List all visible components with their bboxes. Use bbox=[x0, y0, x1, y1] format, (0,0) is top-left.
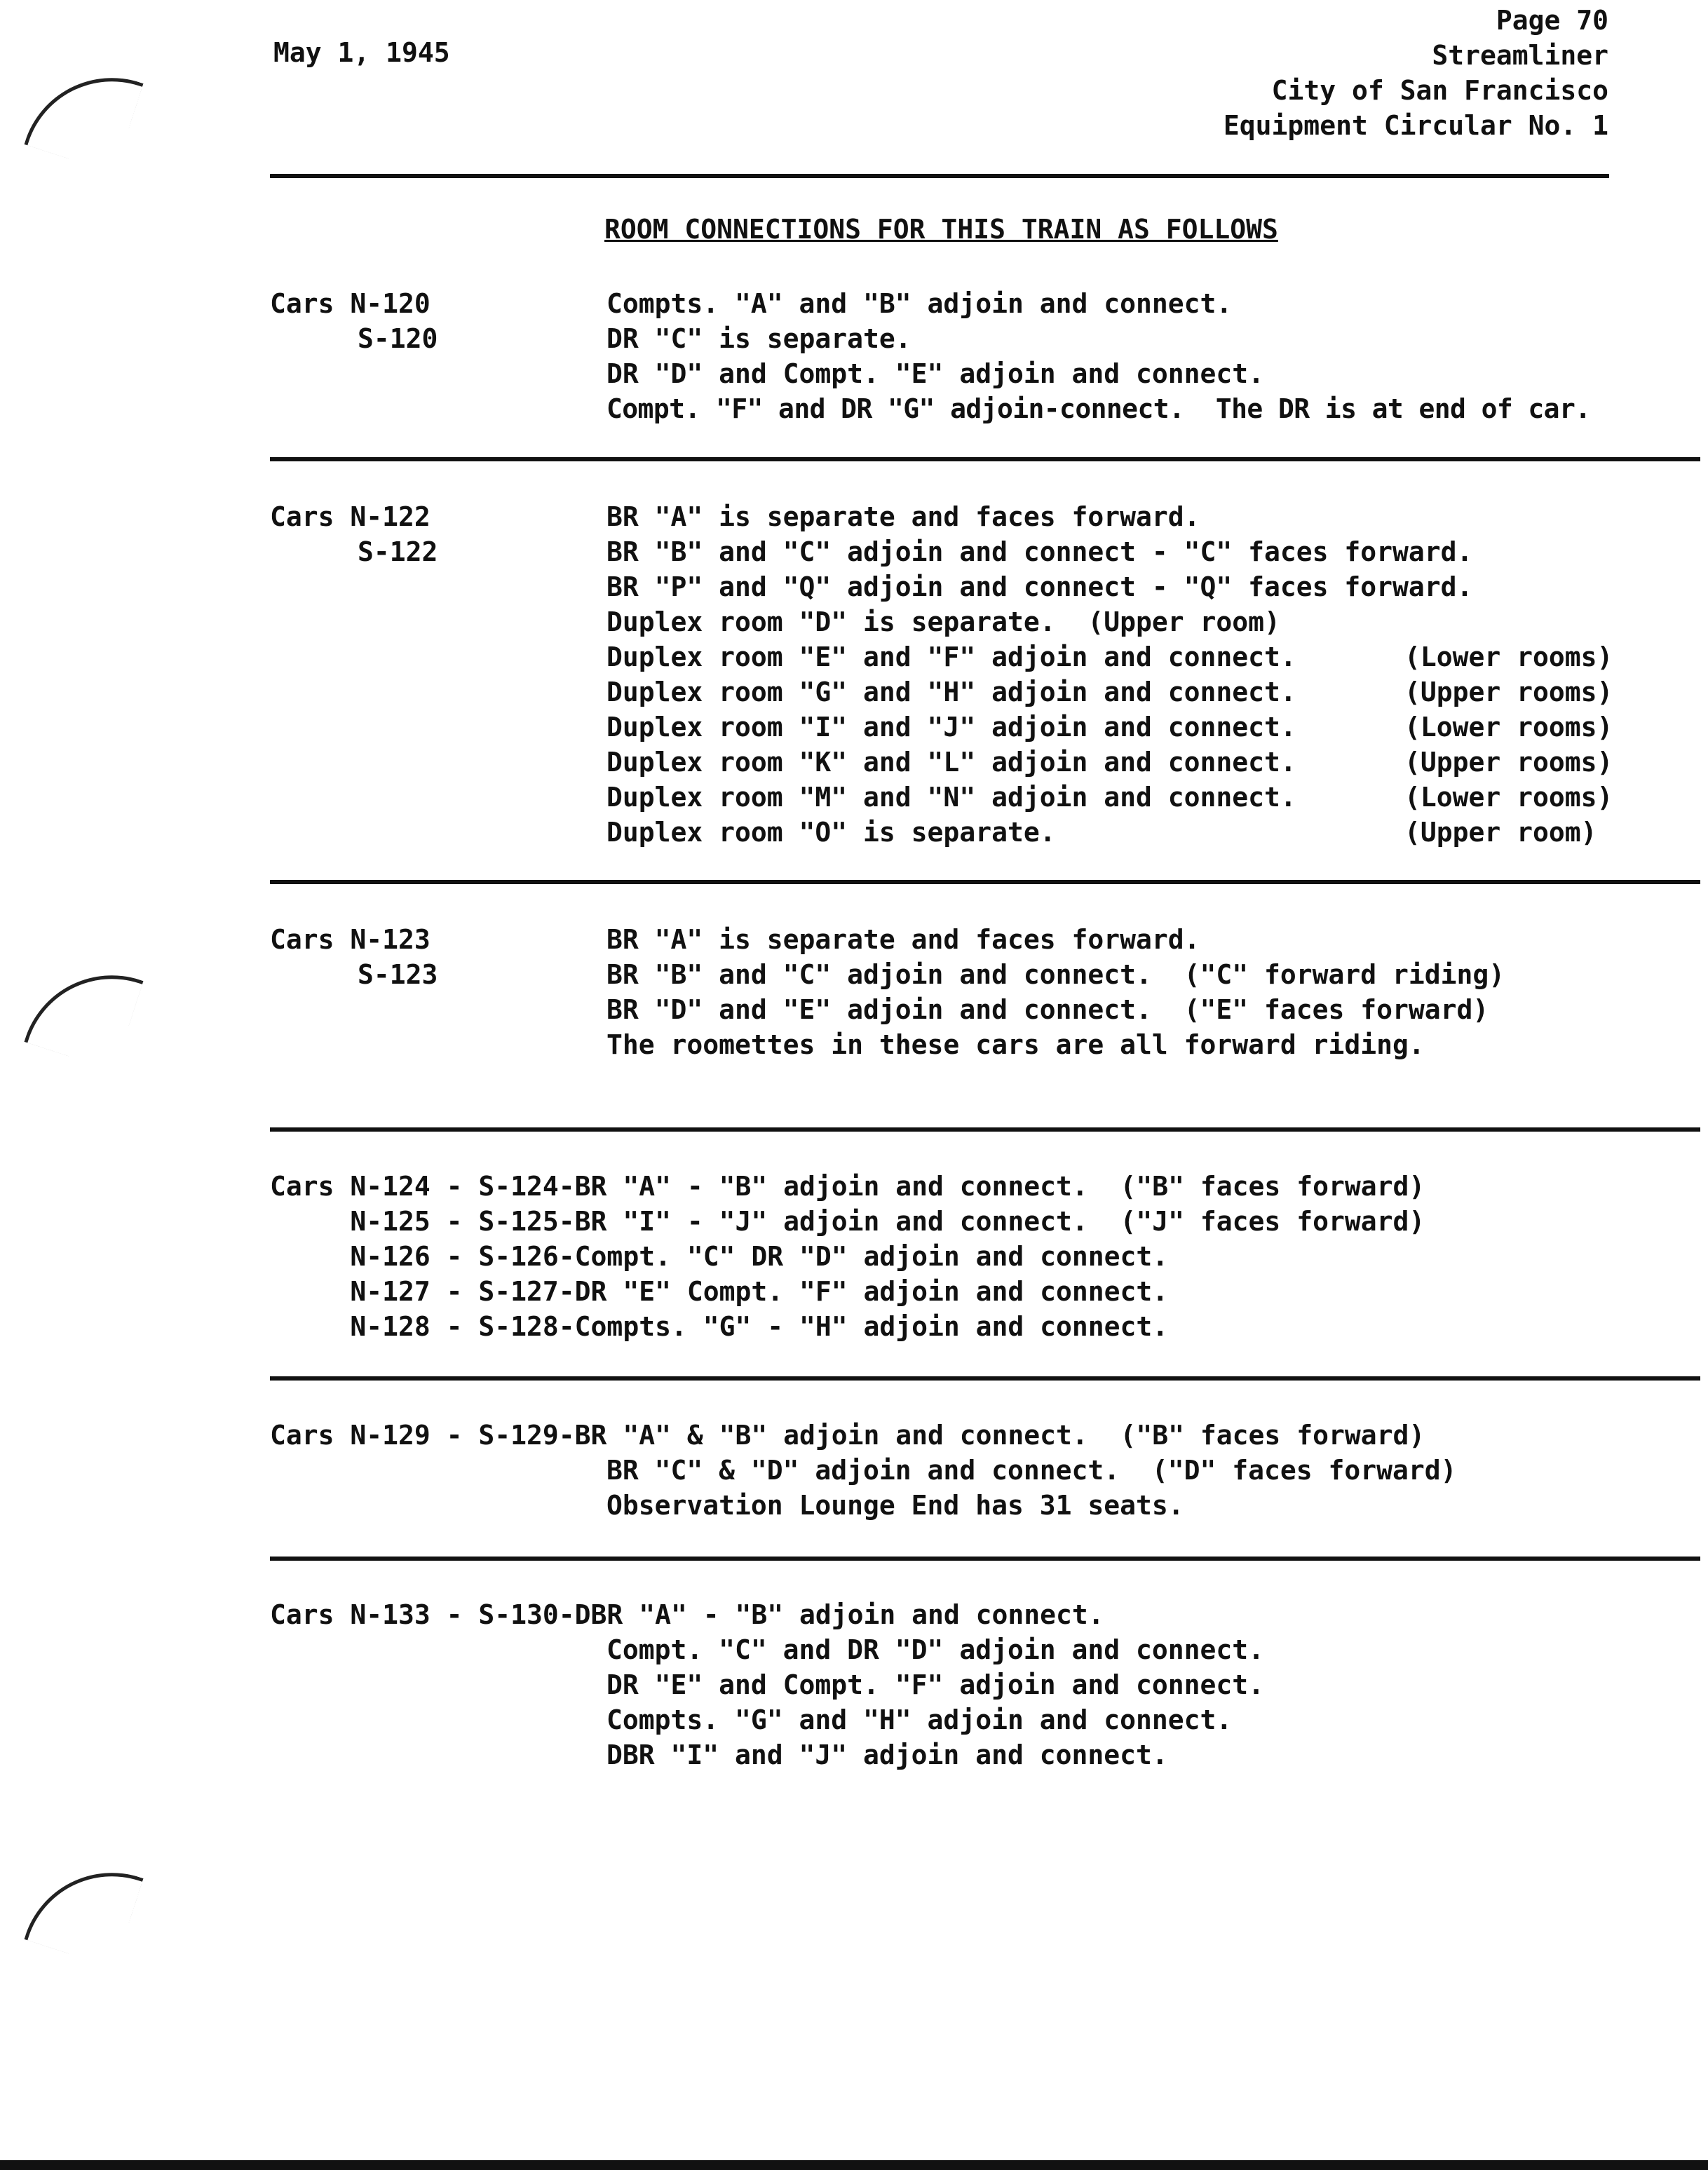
room-line: Compts. "G" and "H" adjoin and connect. bbox=[606, 1704, 1233, 1735]
room-line: Compts. "A" and "B" adjoin and connect. bbox=[606, 288, 1233, 319]
train-type: Streamliner bbox=[1432, 40, 1608, 71]
room-note: (Lower rooms) bbox=[1404, 782, 1613, 813]
header-block bbox=[1224, 3, 1608, 143]
car-number-label: Cars N-122 bbox=[270, 501, 431, 532]
room-line: Compt. "F" and DR "G" adjoin-connect. The DR is at end of car. bbox=[606, 393, 1591, 424]
section-rule bbox=[270, 457, 1700, 461]
room-line: Duplex room "K" and "L" adjoin and connect. bbox=[606, 747, 1296, 778]
room-note: (Lower rooms) bbox=[1404, 642, 1613, 672]
train-name: City of San Francisco bbox=[1271, 75, 1608, 106]
room-line: BR "A" is separate and faces forward. bbox=[606, 501, 1200, 532]
room-line: Duplex room "I" and "J" adjoin and connect. bbox=[606, 712, 1296, 742]
page-number: Page 70 bbox=[1496, 5, 1608, 36]
room-note: (Upper rooms) bbox=[1404, 677, 1613, 707]
car-number-label: Cars N-123 bbox=[270, 924, 431, 955]
car-line: N-127 - S-127-DR "E" Compt. "F" adjoin and connect. bbox=[270, 1276, 1169, 1307]
page-title: ROOM CONNECTIONS FOR THIS TRAIN AS FOLLOWS bbox=[604, 214, 1278, 245]
section-rule bbox=[270, 1127, 1700, 1132]
room-note: (Upper rooms) bbox=[1404, 747, 1613, 778]
car-number-label: S-122 bbox=[358, 536, 438, 567]
car-number-label: S-123 bbox=[358, 959, 438, 990]
circular-number: Equipment Circular No. 1 bbox=[1223, 110, 1608, 141]
punch-hole-bottom bbox=[24, 1849, 143, 1968]
car-number-label: Cars N-120 bbox=[270, 288, 431, 319]
room-line: Compt. "C" and DR "D" adjoin and connect. bbox=[606, 1634, 1264, 1665]
car-line: Cars N-133 - S-130-DBR "A" - "B" adjoin and connect. bbox=[270, 1599, 1104, 1630]
room-line: Duplex room "M" and "N" adjoin and connect. bbox=[606, 782, 1296, 813]
room-line: Observation Lounge End has 31 seats. bbox=[606, 1490, 1184, 1521]
room-line: Duplex room "G" and "H" adjoin and connect. bbox=[606, 677, 1296, 707]
room-line: DR "E" and Compt. "F" adjoin and connect. bbox=[606, 1669, 1264, 1700]
room-line: Duplex room "O" is separate. bbox=[606, 817, 1056, 848]
room-line: Duplex room "D" is separate. (Upper room) bbox=[606, 606, 1280, 637]
room-line: BR "P" and "Q" adjoin and connect - "Q" faces forward. bbox=[606, 571, 1473, 602]
section-rule bbox=[270, 1376, 1700, 1381]
room-line: DR "C" is separate. bbox=[606, 323, 911, 354]
room-line: BR "A" is separate and faces forward. bbox=[606, 924, 1200, 955]
room-line: DBR "I" and "J" adjoin and connect. bbox=[606, 1740, 1168, 1770]
document-date: May 1, 1945 bbox=[273, 37, 450, 68]
room-note: (Lower rooms) bbox=[1404, 712, 1613, 742]
room-line: BR "D" and "E" adjoin and connect. ("E" faces forward) bbox=[606, 994, 1489, 1025]
room-note: (Upper room) bbox=[1404, 817, 1597, 848]
car-line: Cars N-124 - S-124-BR "A" - "B" adjoin and connect. ("B" faces forward) bbox=[270, 1171, 1425, 1202]
room-line: BR "B" and "C" adjoin and connect - "C" faces forward. bbox=[606, 536, 1473, 567]
room-line: BR "B" and "C" adjoin and connect. ("C" forward riding) bbox=[606, 959, 1505, 990]
car-line: N-128 - S-128-Compts. "G" - "H" adjoin and connect. bbox=[270, 1311, 1169, 1342]
room-line: The roomettes in these cars are all forward riding. bbox=[606, 1029, 1425, 1060]
car-number-label: S-120 bbox=[358, 323, 438, 354]
header-rule bbox=[270, 174, 1609, 178]
punch-hole-middle bbox=[24, 951, 143, 1071]
page-bottom-edge bbox=[0, 2160, 1708, 2170]
room-line: BR "C" & "D" adjoin and connect. ("D" faces forward) bbox=[606, 1455, 1457, 1486]
car-line: Cars N-129 - S-129-BR "A" & "B" adjoin and connect. ("B" faces forward) bbox=[270, 1420, 1425, 1451]
section-rule bbox=[270, 880, 1700, 884]
car-line: N-126 - S-126-Compt. "C" DR "D" adjoin and connect. bbox=[270, 1241, 1169, 1272]
room-line: Duplex room "E" and "F" adjoin and connect. bbox=[606, 642, 1296, 672]
section-rule bbox=[270, 1557, 1700, 1561]
room-line: DR "D" and Compt. "E" adjoin and connect. bbox=[606, 358, 1264, 389]
punch-hole-top bbox=[24, 54, 143, 173]
car-line: N-125 - S-125-BR "I" - "J" adjoin and connect. ("J" faces forward) bbox=[270, 1206, 1425, 1237]
